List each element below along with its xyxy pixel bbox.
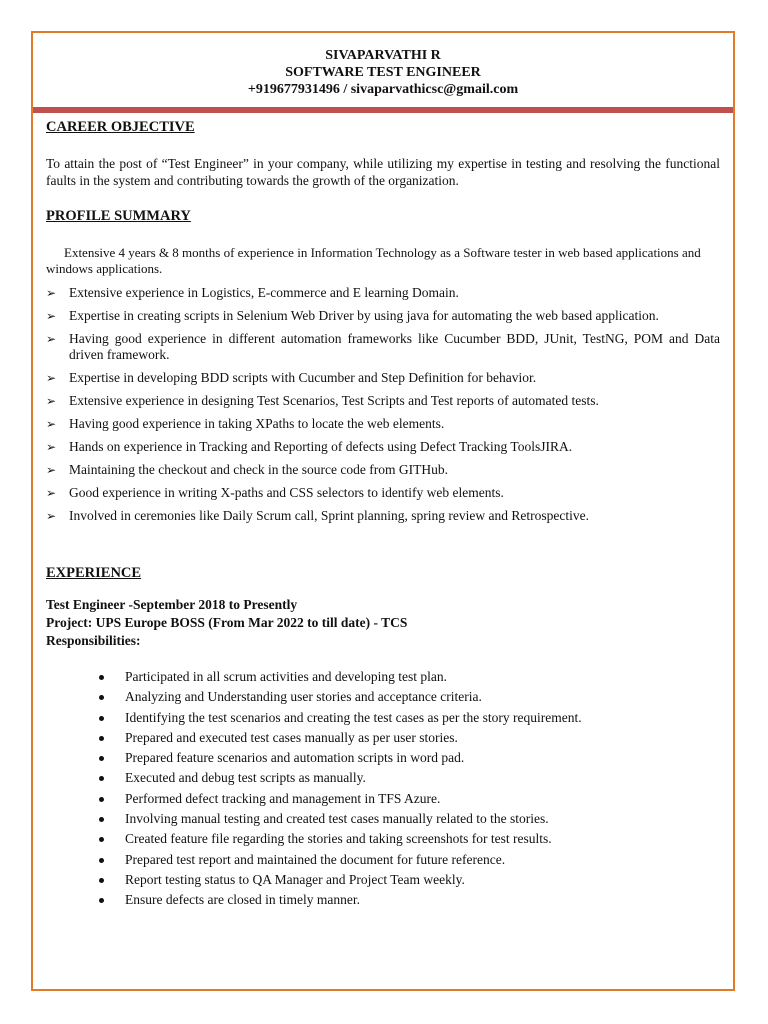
bullet-dot-icon [99,898,104,903]
candidate-contact: +919677931496 / sivaparvathicsc@gmail.com [247,82,519,97]
responsibility-item [97,687,720,707]
responsibility-item [97,708,720,728]
bullet-dot-icon [99,837,104,842]
arrow-bullet-icon: ➢ [46,440,57,454]
summary-item-text: Extensive experience in designing Test Scenarios, Test Scripts and Test reports of automated tests. [69,393,599,408]
arrow-bullet-icon: ➢ [46,463,57,477]
responsibility-item [97,768,720,788]
responsibility-text: Analyzing and Understanding user stories and acceptance criteria. [125,689,482,705]
bullet-dot-icon [99,797,104,802]
bullet-dot-icon [99,817,104,822]
responsibility-text: Prepared and executed test cases manually as per user stories. [125,729,458,745]
responsibility-text: Executed and debug test scripts as manually. [125,770,366,786]
arrow-bullet-icon: ➢ [46,509,57,523]
responsibility-text: Identifying the test scenarios and creating the test cases as per the story requirement. [125,709,582,725]
responsibility-item [97,870,720,890]
resume-header [33,47,733,98]
responsibility-text: Prepared test report and maintained the document for future reference. [125,851,506,867]
bullet-dot-icon [99,736,104,741]
arrow-bullet-icon: ➢ [46,332,57,346]
candidate-name: SIVAPARVATHI R [325,48,441,63]
summary-item-text: Good experience in writing X-paths and CSS selectors to identify web elements. [69,485,504,500]
bullet-dot-icon [99,756,104,761]
summary-list-item [46,308,720,324]
arrow-bullet-icon: ➢ [46,394,57,408]
summary-list-item [46,285,720,301]
arrow-bullet-icon: ➢ [46,286,57,300]
summary-list-item [46,416,720,432]
responsibility-item [97,789,720,809]
summary-item-text: Having good experience in different automation frameworks like Cucumber BDD, JUnit, TestNG, POM and Data driven framework. [69,331,720,362]
responsibility-item [97,667,720,687]
bullet-dot-icon [99,776,104,781]
responsibility-text: Ensure defects are closed in timely manner. [125,892,361,908]
summary-item-text: Involved in ceremonies like Daily Scrum call, Sprint planning, spring review and Retrospective. [69,508,589,523]
summary-item-text: Having good experience in taking XPaths to locate the web elements. [69,416,445,431]
summary-list-item [46,393,720,409]
responsibility-item [97,829,720,849]
header-divider [33,107,733,113]
bullet-dot-icon [99,878,104,883]
profile-summary-intro: Extensive 4 years & 8 months of experience in Information Technology as a Software tester in web based applications and windows applications. [46,245,701,276]
responsibility-item [97,890,720,910]
responsibility-item [97,809,720,829]
summary-list-item [46,462,720,478]
candidate-title: SOFTWARE TEST ENGINEER [285,65,481,80]
summary-item-text: Extensive experience in Logistics, E-commerce and E learning Domain. [69,285,459,300]
responsibility-text: Created feature file regarding the stories and taking screenshots for test results. [125,831,552,847]
summary-list-item [46,508,720,524]
summary-list-item [46,485,720,501]
responsibility-text: Prepared feature scenarios and automation scripts in word pad. [125,750,465,766]
responsibilities-list [97,667,720,911]
career-objective-text: To attain the post of “Test Engineer” in your company, while utilizing my expertise in testing and resolving the functional faults in the system and contributing towards the growth of the organization. [46,156,720,188]
arrow-bullet-icon: ➢ [46,371,57,385]
experience-heading: EXPERIENCE [46,565,142,581]
responsibility-item [97,728,720,748]
summary-list-item [46,331,720,363]
career-objective-heading: CAREER OBJECTIVE [46,119,195,135]
responsibility-text: Report testing status to QA Manager and Project Team weekly. [125,871,465,887]
profile-summary-list [46,285,720,524]
profile-summary-heading: PROFILE SUMMARY [46,208,191,224]
summary-item-text: Hands on experience in Tracking and Reporting of defects using Defect Tracking ToolsJIRA. [69,439,573,454]
bullet-dot-icon [99,695,104,700]
summary-item-text: Maintaining the checkout and check in the source code from GITHub. [69,462,448,477]
responsibilities-label: Responsibilities: [46,633,141,648]
responsibility-text: Participated in all scrum activities and developing test plan. [125,669,448,684]
bullet-dot-icon [99,716,104,721]
resume-page [31,31,735,991]
summary-list-item [46,370,720,386]
arrow-bullet-icon: ➢ [46,486,57,500]
summary-item-text: Expertise in developing BDD scripts with Cucumber and Step Definition for behavior. [69,370,537,385]
bullet-dot-icon [99,858,104,863]
experience-role: Test Engineer -September 2018 to Presently [46,597,298,612]
arrow-bullet-icon: ➢ [46,417,57,431]
responsibility-text: Involving manual testing and created test cases manually related to the stories. [125,811,549,827]
experience-project: Project: UPS Europe BOSS (From Mar 2022 to till date) - TCS [46,615,408,630]
bullet-dot-icon [99,675,104,680]
summary-list-item [46,439,720,455]
responsibility-text: Performed defect tracking and management in TFS Azure. [125,790,441,806]
responsibility-item [97,850,720,870]
responsibility-item [97,748,720,768]
arrow-bullet-icon: ➢ [46,309,57,323]
summary-item-text: Expertise in creating scripts in Selenium Web Driver by using java for automating the web based application. [69,308,659,323]
